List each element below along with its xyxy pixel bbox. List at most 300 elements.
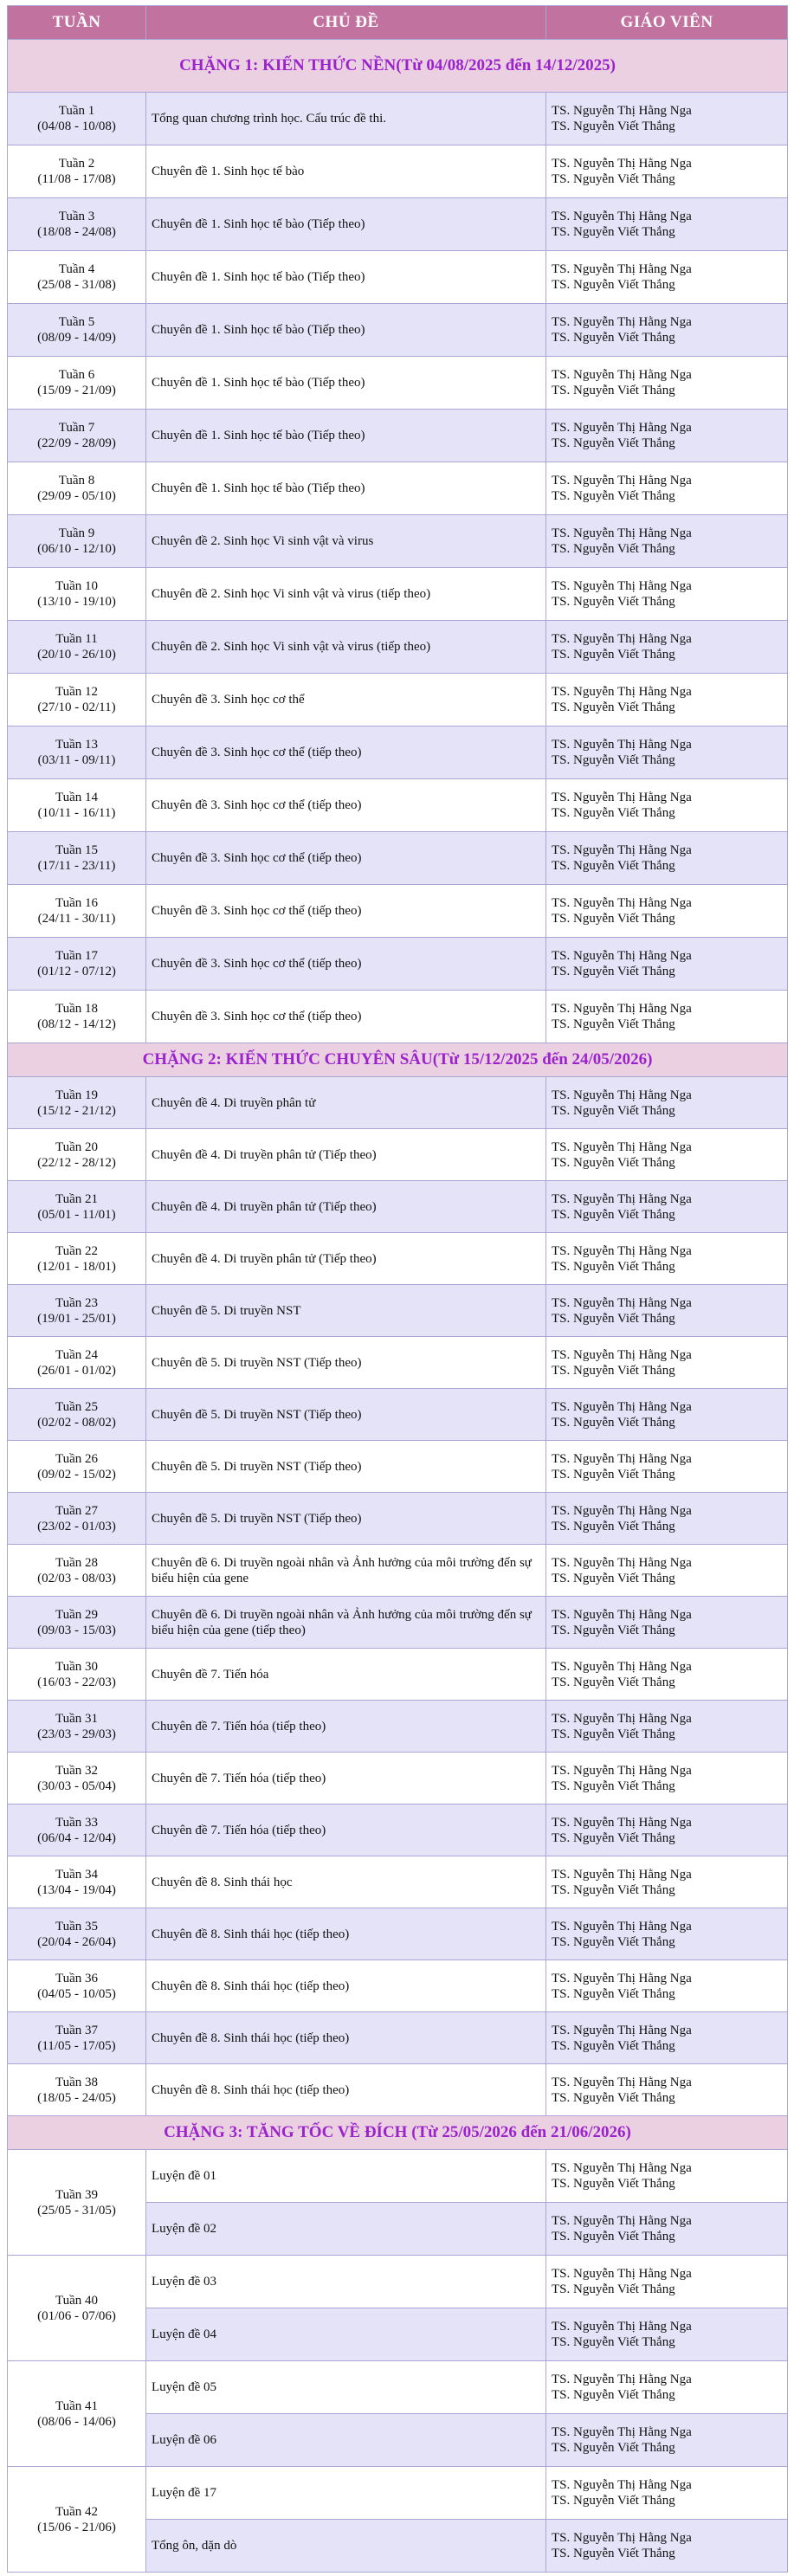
table-row (8, 1181, 788, 1233)
teacher-name: TS. Nguyễn Viết Thắng (552, 1986, 675, 2001)
teacher-cell (546, 1181, 788, 1233)
table-row (8, 621, 788, 674)
week-dates: (20/10 - 26/10) (37, 648, 116, 662)
teacher-name: TS. Nguyễn Viết Thắng (552, 225, 675, 239)
topic-cell: Chuyên đề 3. Sinh học cơ thể (tiếp theo) (146, 779, 546, 832)
table-row (8, 726, 788, 779)
teacher-name: TS. Nguyễn Viết Thắng (552, 1519, 675, 1533)
week-dates: (09/03 - 15/03) (37, 1623, 116, 1637)
week-cell (8, 938, 146, 991)
teacher-name: TS. Nguyễn Thị Hằng Nga (552, 474, 692, 487)
teacher-name: TS. Nguyễn Thị Hằng Nga (552, 104, 692, 118)
week-cell (8, 621, 146, 674)
topic-cell: Chuyên đề 8. Sinh thái học (tiếp theo) (146, 1908, 546, 1960)
teacher-name: TS. Nguyễn Viết Thắng (552, 1882, 675, 1897)
week-label: Tuần 5 (58, 315, 95, 329)
teacher-name: TS. Nguyễn Thị Hằng Nga (552, 2214, 692, 2228)
week-label: Tuần 38 (55, 2075, 99, 2089)
topic-cell: Tổng quan chương trình học. Cấu trúc đề thi. (146, 93, 546, 145)
topic-cell: Chuyên đề 8. Sinh thái học (tiếp theo) (146, 1960, 546, 2012)
teacher-name: TS. Nguyễn Viết Thắng (552, 965, 675, 978)
table-row (8, 1285, 788, 1337)
teacher-cell (546, 779, 788, 832)
week-label: Tuần 3 (58, 210, 95, 223)
week-label: Tuần 6 (58, 368, 95, 382)
week-cell (8, 145, 146, 198)
teacher-name: TS. Nguyễn Viết Thắng (552, 753, 675, 767)
table-row (8, 1701, 788, 1753)
teacher-cell (546, 2520, 788, 2573)
teacher-name: TS. Nguyễn Viết Thắng (552, 1103, 675, 1118)
teacher-name: TS. Nguyễn Viết Thắng (552, 436, 675, 450)
topic-cell: Chuyên đề 8. Sinh thái học (tiếp theo) (146, 2064, 546, 2116)
topic-cell: Chuyên đề 5. Di truyền NST (Tiếp theo) (146, 1441, 546, 1493)
week-dates: (01/12 - 07/12) (37, 965, 116, 978)
topic-cell: Luyện đề 03 (146, 2256, 546, 2308)
table-row (8, 145, 788, 198)
week-dates: (04/05 - 10/05) (37, 1986, 116, 2001)
table-row (8, 462, 788, 515)
teacher-name: TS. Nguyễn Thị Hằng Nga (552, 2373, 692, 2386)
week-label: Tuần 25 (55, 1399, 99, 1414)
week-cell (8, 1285, 146, 1337)
week-cell (8, 93, 146, 145)
week-cell (8, 1493, 146, 1545)
week-cell (8, 568, 146, 621)
teacher-cell (546, 726, 788, 779)
header-topic: CHỦ ĐỀ (146, 6, 546, 40)
teacher-name: TS. Nguyễn Thị Hằng Nga (552, 368, 692, 382)
teacher-name: TS. Nguyễn Thị Hằng Nga (552, 949, 692, 963)
table-row (8, 1908, 788, 1960)
teacher-name: TS. Nguyễn Viết Thắng (552, 806, 675, 820)
table-row (8, 779, 788, 832)
topic-cell: Chuyên đề 7. Tiến hóa (tiếp theo) (146, 1701, 546, 1753)
teacher-name: TS. Nguyễn Viết Thắng (552, 278, 675, 292)
table-row (8, 410, 788, 462)
teacher-name: TS. Nguyễn Thị Hằng Nga (552, 1763, 692, 1778)
topic-cell: Chuyên đề 3. Sinh học cơ thể (tiếp theo) (146, 726, 546, 779)
teacher-name: TS. Nguyễn Viết Thắng (552, 700, 675, 714)
teacher-name: TS. Nguyễn Thị Hằng Nga (552, 791, 692, 804)
teacher-cell (546, 2256, 788, 2308)
table-row (8, 2361, 788, 2414)
table-row (8, 2012, 788, 2064)
teacher-name: TS. Nguyễn Viết Thắng (552, 1415, 675, 1430)
week-dates: (22/12 - 28/12) (37, 1155, 116, 1170)
week-cell (8, 1597, 146, 1649)
table-row (8, 568, 788, 621)
week-label: Tuần 34 (55, 1867, 99, 1882)
week-dates: (23/03 - 29/03) (37, 1727, 116, 1741)
week-label: Tuần 19 (55, 1088, 99, 1102)
teacher-cell (546, 2203, 788, 2256)
week-dates: (03/11 - 09/11) (37, 753, 116, 767)
teacher-name: TS. Nguyễn Viết Thắng (552, 1830, 675, 1845)
teacher-name: TS. Nguyễn Thị Hằng Nga (552, 738, 692, 752)
topic-cell: Chuyên đề 3. Sinh học cơ thể (tiếp theo) (146, 885, 546, 938)
teacher-name: TS. Nguyễn Thị Hằng Nga (552, 1399, 692, 1414)
week-cell (8, 462, 146, 515)
teacher-name: TS. Nguyễn Thị Hằng Nga (552, 2425, 692, 2439)
week-label: Tuần 41 (55, 2398, 99, 2413)
week-cell (8, 198, 146, 251)
teacher-cell (546, 1129, 788, 1181)
phase-title: CHẶNG 2: KIẾN THỨC CHUYÊN SÂU(Từ 15/12/2025 đến 24/05/2026) (8, 1043, 788, 1077)
week-dates: (25/05 - 31/05) (37, 2203, 116, 2218)
teacher-name: TS. Nguyễn Thị Hằng Nga (552, 1191, 692, 1206)
week-dates: (26/01 - 01/02) (37, 1363, 116, 1378)
teacher-name: TS. Nguyễn Viết Thắng (552, 1675, 675, 1689)
week-label: Tuần 33 (55, 1815, 99, 1830)
week-dates: (19/01 - 25/01) (37, 1311, 116, 1326)
week-dates: (22/09 - 28/09) (37, 436, 116, 450)
week-dates: (02/02 - 08/02) (37, 1415, 116, 1430)
week-label: Tuần 1 (58, 104, 95, 118)
teacher-name: TS. Nguyễn Thị Hằng Nga (552, 526, 692, 540)
teacher-name: TS. Nguyễn Thị Hằng Nga (552, 896, 692, 910)
teacher-cell (546, 1493, 788, 1545)
week-dates: (04/08 - 10/08) (37, 119, 116, 133)
teacher-name: TS. Nguyễn Thị Hằng Nga (552, 1659, 692, 1674)
topic-cell: Chuyên đề 5. Di truyền NST (Tiếp theo) (146, 1389, 546, 1441)
teacher-cell (546, 304, 788, 357)
teacher-name: TS. Nguyễn Thị Hằng Nga (552, 315, 692, 329)
teacher-cell (546, 1389, 788, 1441)
teacher-cell (546, 1753, 788, 1804)
phase-title: CHẶNG 3: TĂNG TỐC VỀ ĐÍCH (Từ 25/05/2026 đến 21/06/2026) (8, 2116, 788, 2150)
topic-cell: Chuyên đề 3. Sinh học cơ thể (tiếp theo) (146, 991, 546, 1043)
week-cell (8, 2012, 146, 2064)
topic-cell: Chuyên đề 2. Sinh học Vi sinh vật và virus (tiếp theo) (146, 621, 546, 674)
teacher-name: TS. Nguyễn Viết Thắng (552, 595, 675, 609)
teacher-name: TS. Nguyễn Viết Thắng (552, 542, 675, 556)
table-row (8, 2150, 788, 2203)
teacher-name: TS. Nguyễn Viết Thắng (552, 648, 675, 662)
topic-cell: Chuyên đề 7. Tiến hóa (tiếp theo) (146, 1753, 546, 1804)
topic-cell: Chuyên đề 2. Sinh học Vi sinh vật và virus (146, 515, 546, 568)
table-row (8, 885, 788, 938)
week-dates: (10/11 - 16/11) (37, 806, 116, 820)
week-label: Tuần 24 (55, 1347, 99, 1362)
week-dates: (05/01 - 11/01) (37, 1207, 116, 1222)
teacher-name: TS. Nguyễn Thị Hằng Nga (552, 1451, 692, 1466)
week-label: Tuần 32 (55, 1763, 99, 1778)
teacher-cell (546, 1649, 788, 1701)
week-cell (8, 1181, 146, 1233)
teacher-cell (546, 2361, 788, 2414)
week-cell (8, 1545, 146, 1597)
teacher-cell (546, 1597, 788, 1649)
week-cell (8, 1649, 146, 1701)
table-row (8, 674, 788, 726)
topic-cell: Chuyên đề 5. Di truyền NST (146, 1285, 546, 1337)
week-dates: (18/05 - 24/05) (37, 2090, 116, 2105)
week-label: Tuần 17 (55, 949, 99, 963)
teacher-name: TS. Nguyễn Viết Thắng (552, 1779, 675, 1793)
week-label: Tuần 10 (55, 579, 99, 593)
teacher-name: TS. Nguyễn Viết Thắng (552, 384, 675, 397)
teacher-cell (546, 2012, 788, 2064)
teacher-name: TS. Nguyễn Viết Thắng (552, 331, 675, 345)
week-label: Tuần 39 (55, 2187, 99, 2202)
table-row (8, 1597, 788, 1649)
teacher-name: TS. Nguyễn Thị Hằng Nga (552, 262, 692, 276)
table-row (8, 198, 788, 251)
table-row (8, 1389, 788, 1441)
week-label: Tuần 30 (55, 1659, 99, 1674)
week-label: Tuần 13 (55, 738, 99, 752)
week-cell (8, 726, 146, 779)
teacher-name: TS. Nguyễn Viết Thắng (552, 1727, 675, 1741)
teacher-name: TS. Nguyễn Viết Thắng (552, 1467, 675, 1482)
week-label: Tuần 9 (58, 526, 95, 540)
teacher-cell (546, 1441, 788, 1493)
week-label: Tuần 23 (55, 1295, 99, 1310)
teacher-cell (546, 1545, 788, 1597)
teacher-name: TS. Nguyễn Thị Hằng Nga (552, 1295, 692, 1310)
week-label: Tuần 29 (55, 1607, 99, 1622)
week-cell (8, 1804, 146, 1856)
teacher-name: TS. Nguyễn Viết Thắng (552, 1311, 675, 1326)
phase-row (8, 40, 788, 93)
teacher-name: TS. Nguyễn Thị Hằng Nga (552, 421, 692, 435)
teacher-cell (546, 1233, 788, 1285)
table-row (8, 1233, 788, 1285)
phase-row (8, 2116, 788, 2150)
week-cell (8, 1129, 146, 1181)
topic-cell: Chuyên đề 1. Sinh học tế bào (146, 145, 546, 198)
topic-cell: Luyện đề 06 (146, 2414, 546, 2467)
teacher-cell (546, 674, 788, 726)
week-cell (8, 2256, 146, 2361)
header-row (8, 6, 788, 40)
table-row (8, 1129, 788, 1181)
week-dates: (13/10 - 19/10) (37, 595, 116, 609)
week-label: Tuần 37 (55, 2023, 99, 2037)
topic-cell: Chuyên đề 8. Sinh thái học (tiếp theo) (146, 2012, 546, 2064)
week-dates: (01/06 - 07/06) (37, 2308, 116, 2323)
table-row (8, 1960, 788, 2012)
week-label: Tuần 22 (55, 1243, 99, 1258)
teacher-name: TS. Nguyễn Thị Hằng Nga (552, 1243, 692, 1258)
teacher-cell (546, 938, 788, 991)
schedule-body (8, 40, 788, 2573)
week-label: Tuần 12 (55, 685, 99, 699)
teacher-name: TS. Nguyễn Viết Thắng (552, 1017, 675, 1031)
teacher-name: TS. Nguyễn Viết Thắng (552, 2177, 675, 2191)
teacher-cell (546, 462, 788, 515)
teacher-cell (546, 1285, 788, 1337)
teacher-name: TS. Nguyễn Viết Thắng (552, 912, 675, 926)
schedule-table (7, 5, 788, 2573)
teacher-name: TS. Nguyễn Viết Thắng (552, 172, 675, 186)
teacher-cell (546, 198, 788, 251)
topic-cell: Chuyên đề 6. Di truyền ngoài nhân và Ảnh hưởng của môi trường đến sự biểu hiện của gene (tiếp theo) (146, 1597, 546, 1649)
week-label: Tuần 35 (55, 1919, 99, 1934)
teacher-name: TS. Nguyễn Viết Thắng (552, 2547, 675, 2560)
teacher-name: TS. Nguyễn Viết Thắng (552, 2388, 675, 2402)
teacher-name: TS. Nguyễn Viết Thắng (552, 2038, 675, 2053)
week-dates: (25/08 - 31/08) (37, 278, 116, 292)
week-label: Tuần 14 (55, 791, 99, 804)
week-cell (8, 674, 146, 726)
table-row (8, 1804, 788, 1856)
week-dates: (13/04 - 19/04) (37, 1882, 116, 1897)
teacher-name: TS. Nguyễn Thị Hằng Nga (552, 1607, 692, 1622)
teacher-cell (546, 1337, 788, 1389)
week-dates: (20/04 - 26/04) (37, 1934, 116, 1949)
topic-cell: Luyện đề 17 (146, 2467, 546, 2520)
topic-cell: Chuyên đề 1. Sinh học tế bào (Tiếp theo) (146, 357, 546, 410)
teacher-name: TS. Nguyễn Thị Hằng Nga (552, 2478, 692, 2492)
table-row (8, 1856, 788, 1908)
teacher-name: TS. Nguyễn Thị Hằng Nga (552, 1088, 692, 1102)
teacher-cell (546, 885, 788, 938)
week-dates: (16/03 - 22/03) (37, 1675, 116, 1689)
week-label: Tuần 20 (55, 1140, 99, 1154)
week-cell (8, 1856, 146, 1908)
teacher-name: TS. Nguyễn Viết Thắng (552, 2335, 675, 2349)
week-label: Tuần 26 (55, 1451, 99, 1466)
week-cell (8, 1908, 146, 1960)
teacher-cell (546, 1804, 788, 1856)
week-cell (8, 1077, 146, 1129)
week-cell (8, 304, 146, 357)
topic-cell: Chuyên đề 1. Sinh học tế bào (Tiếp theo) (146, 462, 546, 515)
week-dates: (23/02 - 01/03) (37, 1519, 116, 1533)
topic-cell: Chuyên đề 7. Tiến hóa (tiếp theo) (146, 1804, 546, 1856)
week-cell (8, 2467, 146, 2573)
teacher-name: TS. Nguyễn Thị Hằng Nga (552, 2531, 692, 2545)
table-row (8, 1545, 788, 1597)
week-cell (8, 1441, 146, 1493)
topic-cell: Tổng ôn, dặn dò (146, 2520, 546, 2573)
teacher-name: TS. Nguyễn Viết Thắng (552, 2441, 675, 2455)
week-cell (8, 2361, 146, 2467)
week-dates: (06/04 - 12/04) (37, 1830, 116, 1845)
teacher-name: TS. Nguyễn Thị Hằng Nga (552, 1971, 692, 1985)
week-label: Tuần 16 (55, 896, 99, 910)
week-cell (8, 832, 146, 885)
topic-cell: Chuyên đề 2. Sinh học Vi sinh vật và virus (tiếp theo) (146, 568, 546, 621)
topic-cell: Chuyên đề 8. Sinh thái học (146, 1856, 546, 1908)
week-label: Tuần 27 (55, 1503, 99, 1518)
topic-cell: Chuyên đề 4. Di truyền phân tử (Tiếp theo) (146, 1181, 546, 1233)
week-label: Tuần 7 (58, 421, 95, 435)
week-label: Tuần 4 (58, 262, 95, 276)
teacher-name: TS. Nguyễn Thị Hằng Nga (552, 2161, 692, 2175)
teacher-name: TS. Nguyễn Viết Thắng (552, 1934, 675, 1949)
topic-cell: Chuyên đề 5. Di truyền NST (Tiếp theo) (146, 1493, 546, 1545)
week-dates: (15/12 - 21/12) (37, 1103, 116, 1118)
week-dates: (06/10 - 12/10) (37, 542, 116, 556)
week-dates: (18/08 - 24/08) (37, 225, 116, 239)
topic-cell: Luyện đề 02 (146, 2203, 546, 2256)
week-label: Tuần 18 (55, 1002, 99, 1016)
week-dates: (11/08 - 17/08) (37, 172, 116, 186)
teacher-cell (546, 2414, 788, 2467)
topic-cell: Chuyên đề 3. Sinh học cơ thể (146, 674, 546, 726)
table-row (8, 1649, 788, 1701)
week-cell (8, 2064, 146, 2116)
week-cell (8, 410, 146, 462)
teacher-name: TS. Nguyễn Viết Thắng (552, 2494, 675, 2508)
teacher-name: TS. Nguyễn Viết Thắng (552, 1363, 675, 1378)
teacher-name: TS. Nguyễn Thị Hằng Nga (552, 2267, 692, 2281)
teacher-name: TS. Nguyễn Thị Hằng Nga (552, 1140, 692, 1154)
week-cell (8, 779, 146, 832)
week-cell (8, 357, 146, 410)
table-row (8, 1753, 788, 1804)
teacher-name: TS. Nguyễn Thị Hằng Nga (552, 632, 692, 646)
week-cell (8, 1960, 146, 2012)
week-cell (8, 251, 146, 304)
teacher-cell (546, 1960, 788, 2012)
topic-cell: Chuyên đề 4. Di truyền phân tử (Tiếp theo) (146, 1129, 546, 1181)
teacher-name: TS. Nguyễn Thị Hằng Nga (552, 1503, 692, 1518)
week-dates: (30/03 - 05/04) (37, 1779, 116, 1793)
teacher-cell (546, 251, 788, 304)
week-label: Tuần 31 (55, 1711, 99, 1726)
teacher-name: TS. Nguyễn Viết Thắng (552, 119, 675, 133)
teacher-cell (546, 2308, 788, 2361)
teacher-name: TS. Nguyễn Thị Hằng Nga (552, 210, 692, 223)
table-row (8, 832, 788, 885)
table-row (8, 1441, 788, 1493)
week-dates: (15/09 - 21/09) (37, 384, 116, 397)
week-cell (8, 515, 146, 568)
week-dates: (08/09 - 14/09) (37, 331, 116, 345)
topic-cell: Chuyên đề 5. Di truyền NST (Tiếp theo) (146, 1337, 546, 1389)
table-row (8, 1077, 788, 1129)
week-label: Tuần 11 (55, 632, 98, 646)
week-dates: (27/10 - 02/11) (37, 700, 116, 714)
topic-cell: Chuyên đề 1. Sinh học tế bào (Tiếp theo) (146, 251, 546, 304)
teacher-name: TS. Nguyễn Viết Thắng (552, 859, 675, 873)
teacher-cell (546, 410, 788, 462)
teacher-name: TS. Nguyễn Thị Hằng Nga (552, 2320, 692, 2334)
topic-cell: Chuyên đề 4. Di truyền phân tử (Tiếp theo) (146, 1233, 546, 1285)
topic-cell: Chuyên đề 6. Di truyền ngoài nhân và Ảnh hưởng của môi trường đến sự biểu hiện của gene (146, 1545, 546, 1597)
table-row (8, 1493, 788, 1545)
teacher-cell (546, 832, 788, 885)
table-row (8, 93, 788, 145)
topic-cell: Luyện đề 04 (146, 2308, 546, 2361)
teacher-name: TS. Nguyễn Thị Hằng Nga (552, 1347, 692, 1362)
teacher-cell (546, 1856, 788, 1908)
teacher-name: TS. Nguyễn Thị Hằng Nga (552, 1815, 692, 1830)
week-dates: (08/12 - 14/12) (37, 1017, 116, 1031)
week-label: Tuần 36 (55, 1971, 99, 1985)
teacher-cell (546, 1908, 788, 1960)
week-dates: (17/11 - 23/11) (37, 859, 116, 873)
teacher-name: TS. Nguyễn Viết Thắng (552, 1259, 675, 1274)
teacher-name: TS. Nguyễn Thị Hằng Nga (552, 1002, 692, 1016)
topic-cell: Chuyên đề 1. Sinh học tế bào (Tiếp theo) (146, 304, 546, 357)
teacher-name: TS. Nguyễn Viết Thắng (552, 1207, 675, 1222)
week-dates: (24/11 - 30/11) (37, 912, 116, 926)
teacher-name: TS. Nguyễn Viết Thắng (552, 1571, 675, 1585)
teacher-name: TS. Nguyễn Thị Hằng Nga (552, 2075, 692, 2089)
topic-cell: Chuyên đề 1. Sinh học tế bào (Tiếp theo) (146, 198, 546, 251)
week-dates: (02/03 - 08/03) (37, 1571, 116, 1585)
topic-cell: Chuyên đề 7. Tiến hóa (146, 1649, 546, 1701)
table-row (8, 1337, 788, 1389)
week-dates: (15/06 - 21/06) (37, 2520, 116, 2534)
teacher-name: TS. Nguyễn Viết Thắng (552, 1623, 675, 1637)
teacher-cell (546, 1701, 788, 1753)
